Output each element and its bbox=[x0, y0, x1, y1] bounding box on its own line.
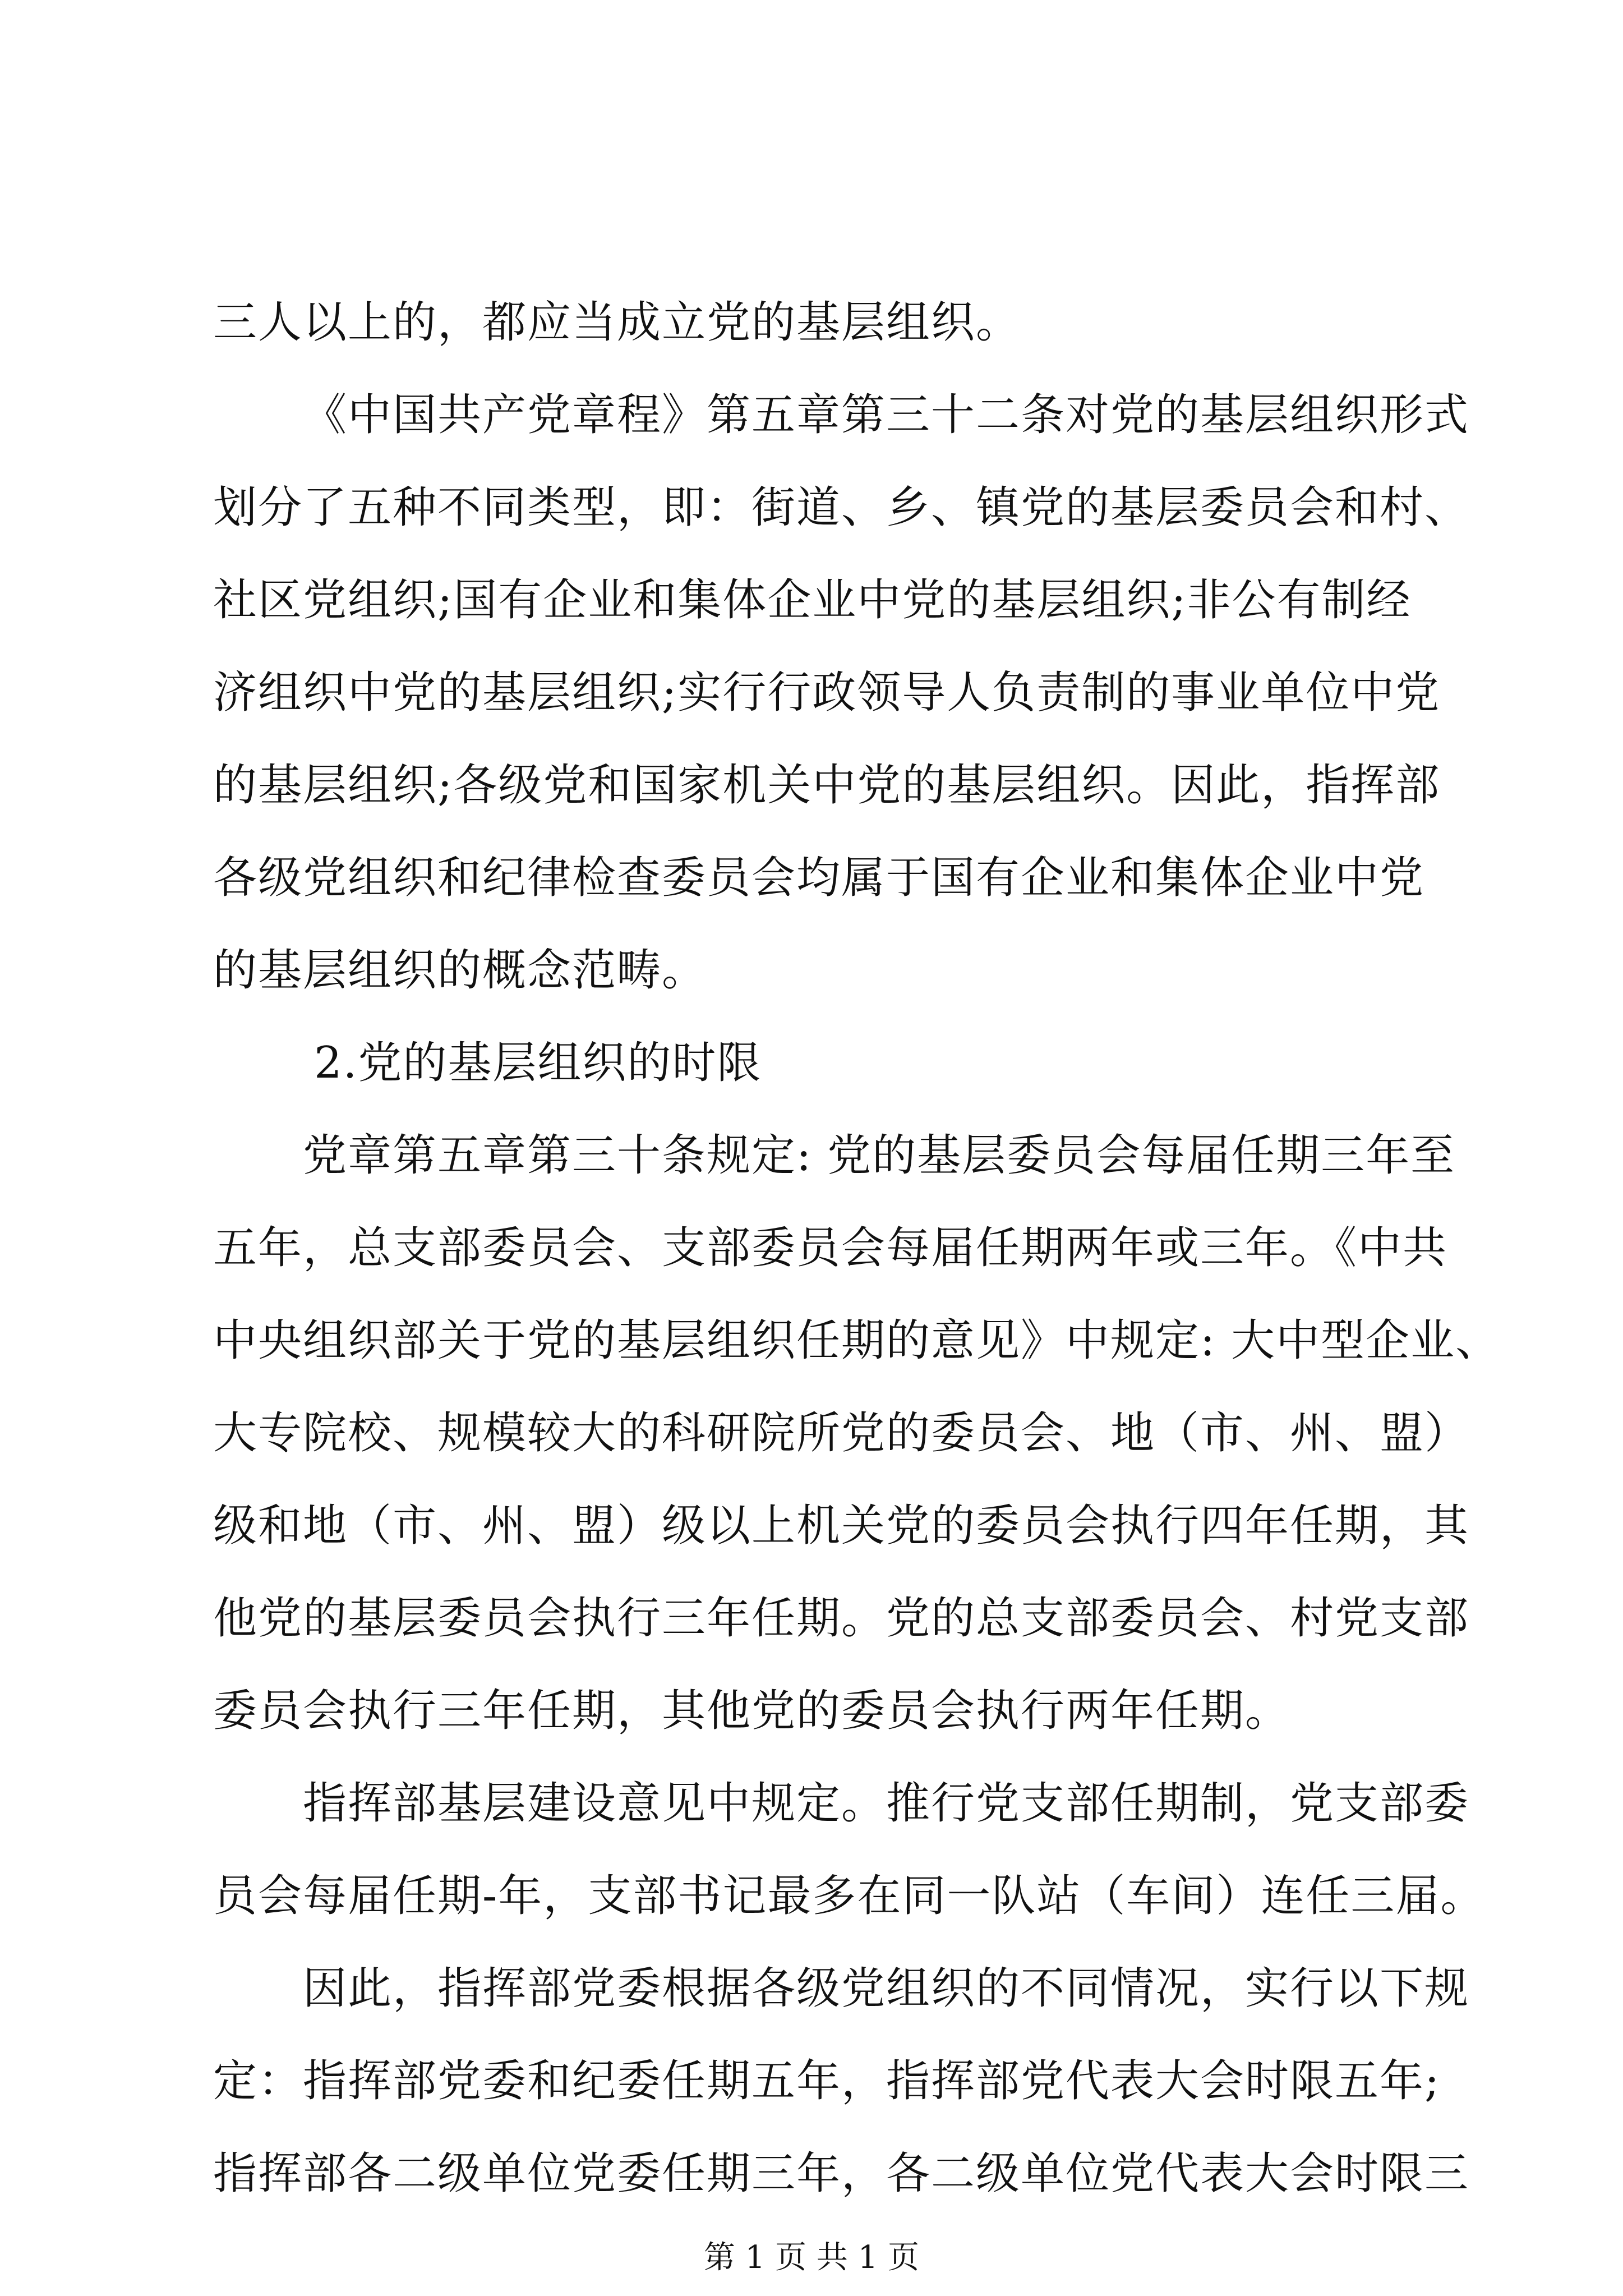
page-footer: 第 1 页 共 1 页 bbox=[703, 2239, 920, 2276]
text-line: 五年，总支部委员会、支部委员会每届任期两年或三年。《中共 bbox=[213, 1223, 1448, 1273]
text-line: 大专院校、规模较大的科研院所党的委员会、地（市、州、盟） bbox=[213, 1408, 1470, 1458]
text-line: 《中国共产党章程》第五章第三十二条对党的基层组织形式 bbox=[303, 390, 1470, 440]
text-line: 级和地（市、州、盟）级以上机关党的委员会执行四年任期，其 bbox=[213, 1501, 1470, 1551]
text-line: 济组织中党的基层组织;实行行政领导人负责制的事业单位中党 bbox=[213, 668, 1441, 718]
text-line: 员会每届任期-年，支部书记最多在同一队站（车间）连任三届。 bbox=[213, 1871, 1486, 1921]
text-line: 三人以上的，都应当成立党的基层组织。 bbox=[213, 297, 1021, 348]
text-line: 社区党组织;国有企业和集体企业中党的基层组织;非公有制经 bbox=[213, 575, 1412, 625]
text-line: 的基层组织;各级党和国家机关中党的基层组织。因此，指挥部 bbox=[213, 760, 1441, 811]
text-line: 因此，指挥部党委根据各级党组织的不同情况，实行以下规 bbox=[303, 1963, 1470, 2014]
text-line: 指挥部各二级单位党委任期三年，各二级单位党代表大会时限三 bbox=[213, 2148, 1470, 2199]
text-line: 委员会执行三年任期，其他党的委员会执行两年任期。 bbox=[213, 1686, 1290, 1736]
text-line: 划分了五种不同类型，即：街道、乡、镇党的基层委员会和村、 bbox=[213, 482, 1470, 533]
section-heading: 2.党的基层组织的时限 bbox=[314, 1038, 762, 1088]
text-line: 各级党组织和纪律检查委员会均属于国有企业和集体企业中党 bbox=[213, 853, 1425, 903]
text-line: 中央组织部关于党的基层组织任期的意见》中规定: 大中型企业、 bbox=[213, 1315, 1501, 1366]
text-line: 指挥部基层建设意见中规定。推行党支部任期制，党支部委 bbox=[303, 1778, 1470, 1829]
text-line: 定：指挥部党委和纪委任期五年，指挥部党代表大会时限五年; bbox=[213, 2056, 1441, 2106]
text-line: 的基层组织的概念范畴。 bbox=[213, 945, 707, 996]
text-line: 他党的基层委员会执行三年任期。党的总支部委员会、村党支部 bbox=[213, 1593, 1470, 1644]
text-line: 党章第五章第三十条规定: 党的基层委员会每届任期三年至 bbox=[303, 1130, 1456, 1181]
